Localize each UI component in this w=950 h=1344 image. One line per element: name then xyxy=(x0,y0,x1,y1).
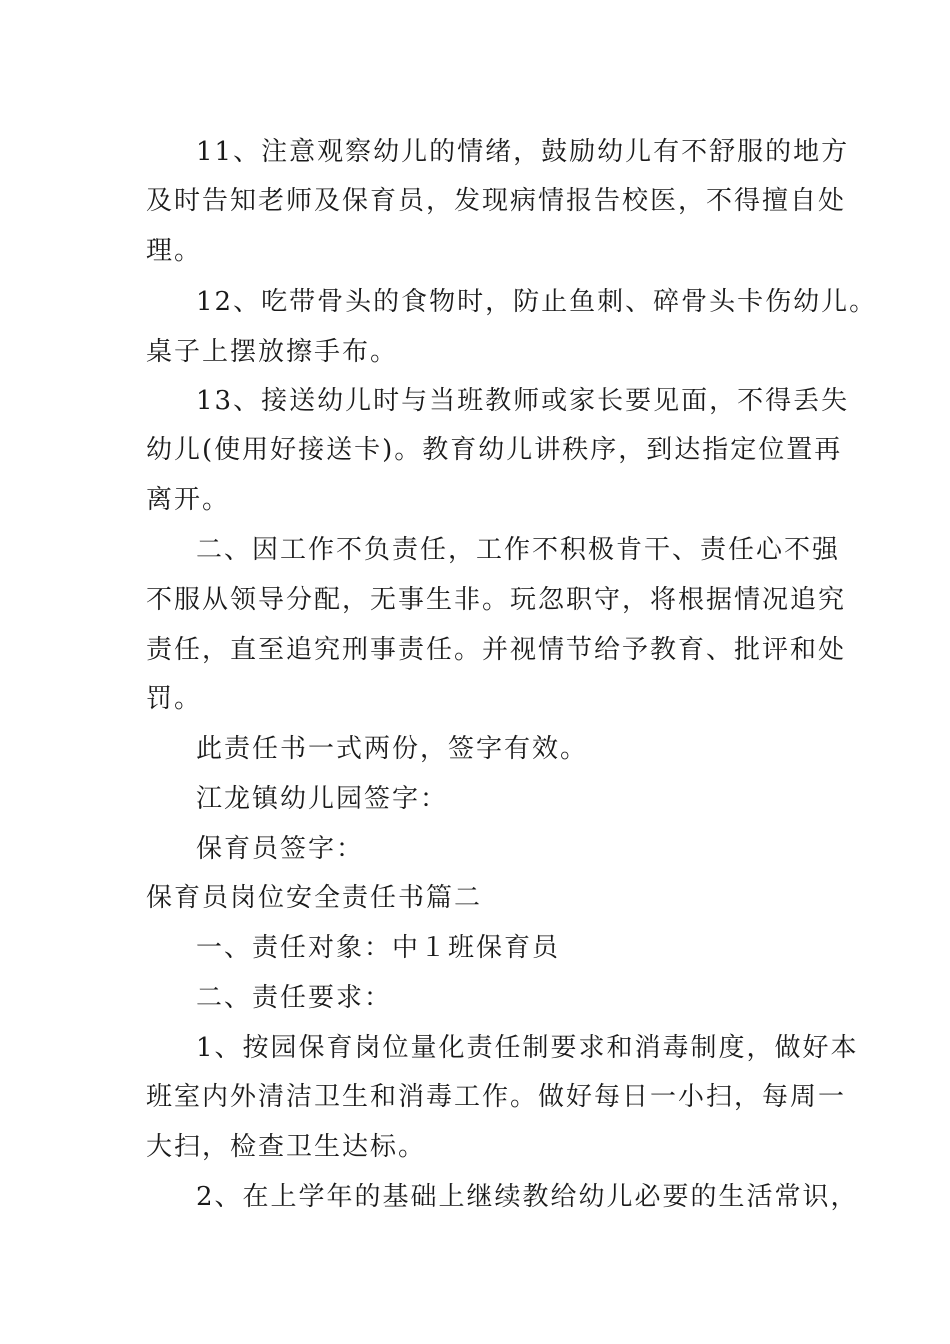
penalty-line-4: 罚。 xyxy=(146,684,203,714)
requirement-1-line-3: 大扫，检查卫生达标。 xyxy=(146,1132,427,1162)
penalty-line-3: 责任，直至追究刑事责任。并视情节给予教育、批评和处 xyxy=(146,635,847,665)
item-13-line-1: 13、接送幼儿时与当班教师或家长要见面，不得丢失 xyxy=(196,386,850,416)
validity-text: 此责任书一式两份，签字有效。 xyxy=(196,734,589,764)
responsibility-target: 一、责任对象：中１班保育员 xyxy=(196,933,561,963)
item-11-line-1: 11、注意观察幼儿的情绪，鼓励幼儿有不舒服的地方 xyxy=(196,137,850,167)
item-13-line-3: 离开。 xyxy=(146,485,231,515)
requirement-2-line-1: 2、在上学年的基础上继续教给幼儿必要的生活常识， xyxy=(196,1182,859,1212)
requirement-1-line-2: 班室内外清洁卫生和消毒工作。做好每日一小扫，每周一 xyxy=(146,1082,847,1112)
item-12-line-2: 桌子上摆放擦手布。 xyxy=(146,337,399,367)
responsibility-requirements: 二、责任要求： xyxy=(196,983,393,1013)
penalty-line-1: 二、因工作不负责任，工作不积极肯干、责任心不强 xyxy=(196,535,841,565)
item-13-line-2: 幼儿(使用好接送卡)。教育幼儿讲秩序，到达指定位置再 xyxy=(146,435,843,465)
kindergarten-signature-label: 江龙镇幼儿园签字： xyxy=(196,784,449,814)
item-11-line-3: 理。 xyxy=(146,236,203,266)
part-two-title: 保育员岗位安全责任书篇二 xyxy=(146,883,483,913)
penalty-line-2: 不服从领导分配，无事生非。玩忽职守，将根据情况追究 xyxy=(146,585,847,615)
item-11-line-2: 及时告知老师及保育员，发现病情报告校医，不得擅自处 xyxy=(146,186,847,216)
requirement-1-line-1: 1、按园保育岗位量化责任制要求和消毒制度，做好本 xyxy=(196,1033,859,1063)
item-12-line-1: 12、吃带骨头的食物时，防止鱼刺、碎骨头卡伤幼儿。 xyxy=(196,287,878,317)
caregiver-signature-label: 保育员签字： xyxy=(196,834,365,864)
